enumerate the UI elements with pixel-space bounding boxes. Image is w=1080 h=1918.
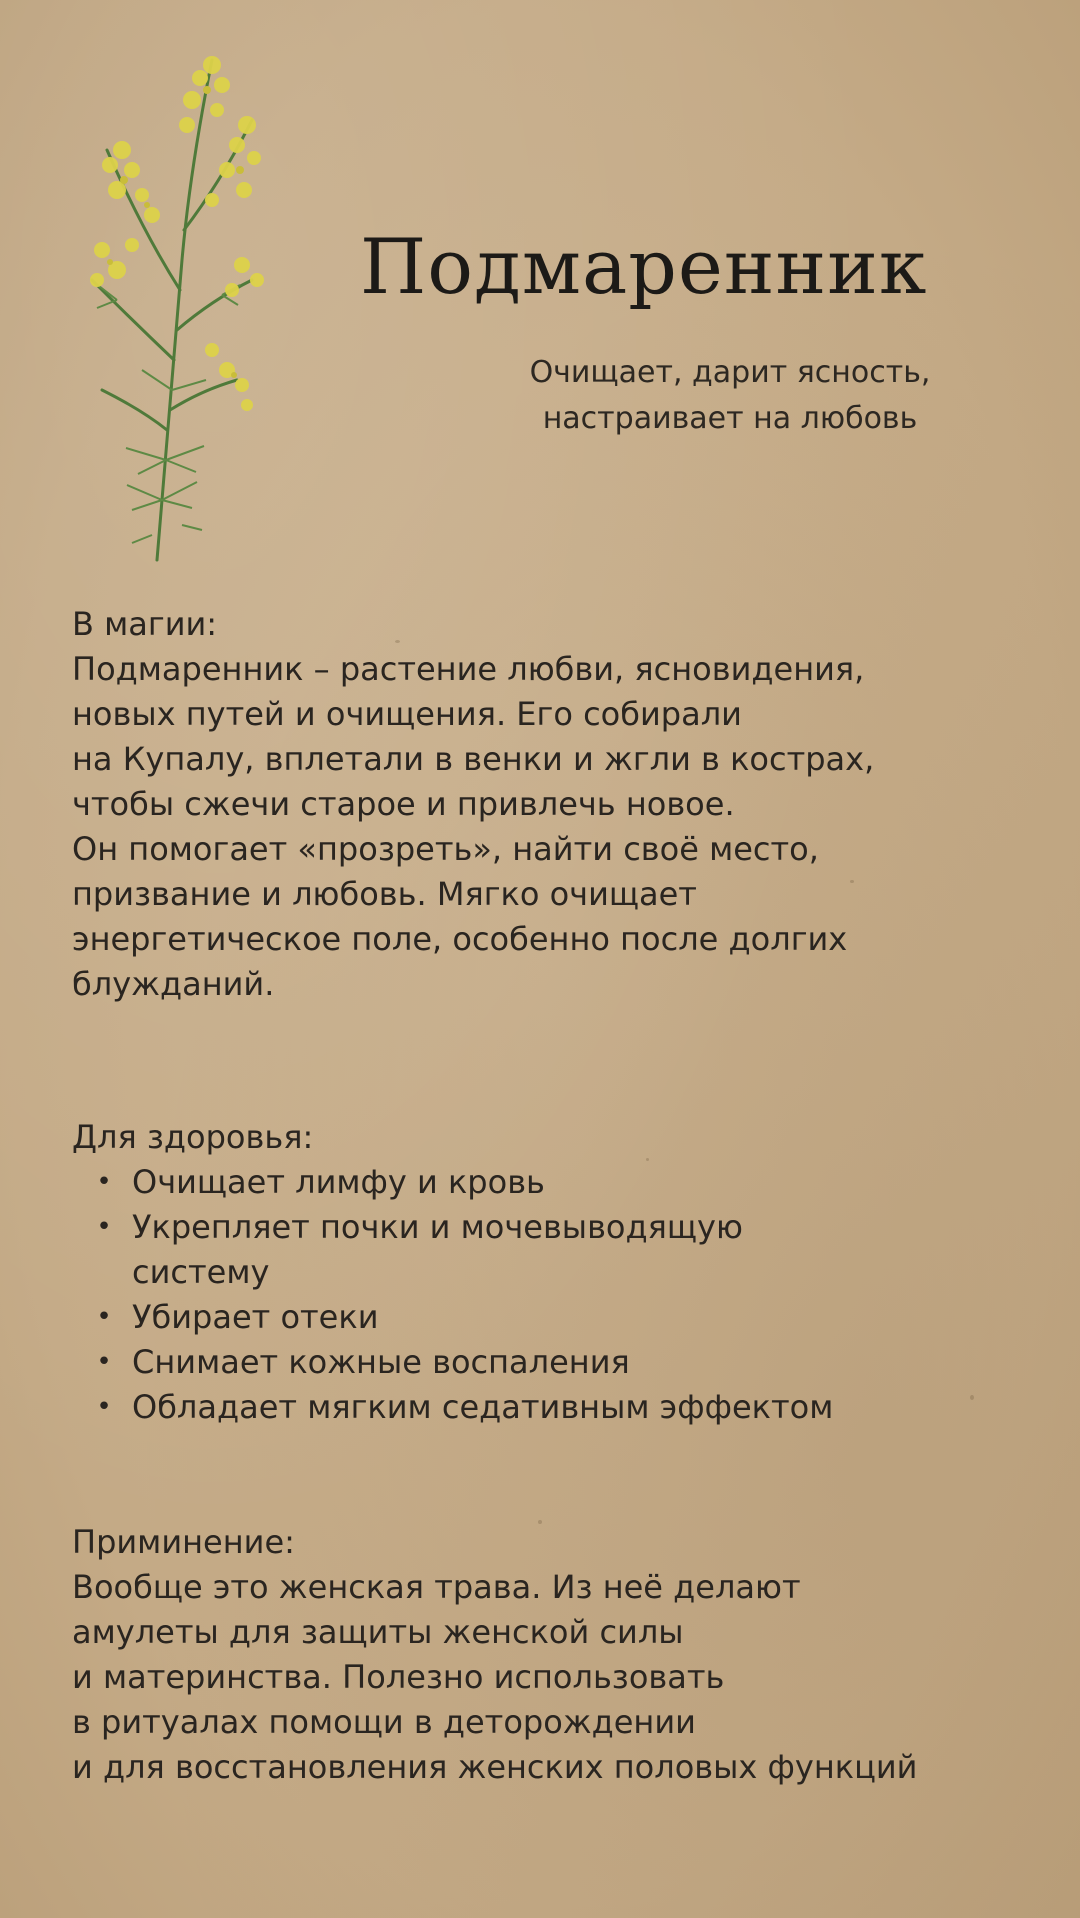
bedstraw-plant-icon [62,30,292,570]
usage-section [72,1520,1022,1790]
health-heading: Для здоровья: [72,1118,314,1156]
list-item-text: систему [132,1253,270,1291]
bullet-icon: • [96,1167,112,1197]
subtitle-line: Очищает, дарит ясность, [529,355,931,390]
magic-text-line: чтобы сжечи старое и привлечь новое. [72,785,735,823]
list-item [72,1295,1022,1340]
magic-text-line: энергетическое поле, особенно после долгих [72,920,848,958]
list-item-text: Обладает мягким седативным эффектом [132,1388,834,1426]
list-item-text: Очищает лимфу и кровь [132,1163,545,1201]
subtitle [430,350,1030,442]
bullet-icon: • [96,1392,112,1422]
usage-text-line: в ритуалах помощи в деторождении [72,1703,696,1741]
list-item-text: Снимает кожные воспаления [132,1343,630,1381]
health-section [72,1115,1022,1430]
list-item [72,1385,1022,1430]
list-item-text: Укрепляет почки и мочевыводящую [132,1208,743,1246]
list-item [72,1205,1022,1295]
bullet-icon: • [96,1212,112,1242]
magic-text-line: блужданий. [72,965,275,1003]
magic-heading: В магии: [72,605,218,643]
magic-text-line: Он помогает «прозреть», найти своё место, [72,830,819,868]
subtitle-line: настраивает на любовь [542,401,918,436]
usage-heading: Приминение: [72,1523,295,1561]
magic-text-line: Подмаренник – растение любви, ясновидения, [72,650,865,688]
magic-text-line: на Купалу, вплетали в венки и жгли в кострах, [72,740,875,778]
magic-text-line: призвание и любовь. Мягко очищает [72,875,697,913]
usage-text-line: Вообще это женская трава. Из неё делают [72,1568,801,1606]
bullet-icon: • [96,1347,112,1377]
list-item [72,1340,1022,1385]
magic-text-line: новых путей и очищения. Его собирали [72,695,742,733]
list-item [72,1160,1022,1205]
page-title: Подмаренник [360,222,928,311]
usage-text-line: и материнства. Полезно использовать [72,1658,725,1696]
bullet-icon: • [96,1302,112,1332]
usage-text-line: и для восстановления женских половых функций [72,1748,918,1786]
magic-section [72,602,1022,1007]
list-item-text: Убирает отеки [132,1298,379,1336]
health-list [72,1160,1022,1430]
usage-text-line: амулеты для защиты женской силы [72,1613,684,1651]
